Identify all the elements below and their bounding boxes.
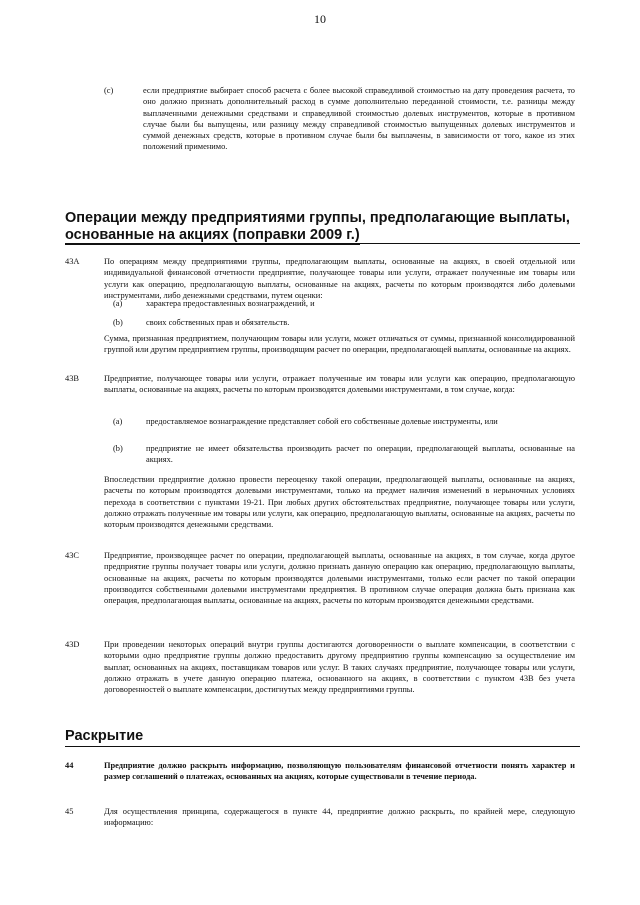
paragraph-44-text: Предприятие должно раскрыть информацию, позволяющую пользователям финансовой отчетности понять характер и размер соглашений о платежах, основанных на акциях, которые существовали в течение периода. bbox=[104, 761, 575, 782]
paragraph-number-43c: 43C bbox=[65, 551, 79, 560]
paragraph-43a-text: По операциям между предприятиями группы, предполагающим выплаты, основанные на акциях, в своей отдельной или индивидуальной финансовой отчетности предприятие, получающее товары или услуги, отражает полученные им товары или услуги как операцию, предполагающую выплаты, основанные на акциях, расчеты по которым производятся либо долевыми инструментами, либо денежными средствами, путем оценки: bbox=[104, 257, 575, 300]
paragraph-43c-text: Предприятие, производящее расчет по операции, предполагающей выплаты, основанные на акциях, в том случае, когда другое предприятие группы получает товары или услуги, должно признать данную операцию как операцию, предполагающую выплаты, основанные на акциях, расчеты по которым производятся долевыми инструментами, только если расчет по такой операции производится собственными долевыми инструментами предприятия. В противном случае операция должна быть признана как операция, предполагающая выплаты, основанные на акциях, расчеты по которым производятся денежными средствами. bbox=[104, 551, 575, 606]
section-heading-group-operations bbox=[65, 210, 575, 245]
section-heading-disclosure: Раскрытие bbox=[65, 728, 580, 747]
paragraph-43b-item-a-text: предоставляемое вознаграждение представляет собой его собственные долевые инструменты, или bbox=[146, 417, 498, 426]
paragraph-43a-tail: Сумма, признанная предприятием, получающим товары или услуги, может отличаться от суммы, признанной консолидированной группой или другим предприятием группы, производящим расчет по операции, предполагающей выплаты, основанные на акциях. bbox=[104, 334, 575, 355]
paragraph-number-45: 45 bbox=[65, 807, 74, 816]
paragraph-43b-item-a-label: (a) bbox=[113, 417, 123, 426]
paragraph-43d-text: При проведении некоторых операций внутри группы достигаются договоренности о выплате компенсации, в соответствии с которыми одно предприятие группы должно предоставить другому предприятию группы компенсацию за осуществление им выплат, основанных на акциях, поставщикам товаров или услуг. В таких случаях предприятие, получающее товары или услуги, должно отражать в учете данную операцию платежа, основанного на акциях, в соответствии с пунктом 43B без учета договоренностей о выплате компенсации, достигнутых между предприятиями группы. bbox=[104, 640, 575, 695]
intro-item-label: (c) bbox=[104, 86, 114, 95]
paragraph-45-text: Для осуществления принципа, содержащегося в пункте 44, предприятие должно раскрыть, по крайней мере, следующую информацию: bbox=[104, 807, 575, 828]
paragraph-43a-item-b-text: своих собственных прав и обязательств. bbox=[146, 318, 290, 327]
paragraph-43b-text: Предприятие, получающее товары или услуги, отражает полученные им товары или услуги как операцию, предполагающую выплаты, основанные на акциях, расчеты по которым производятся долевыми инструментами, в том случае, когда: bbox=[104, 374, 575, 395]
paragraph-number-44: 44 bbox=[65, 761, 74, 770]
paragraph-number-43a: 43A bbox=[65, 257, 80, 266]
paragraph-43a-item-b-label: (b) bbox=[113, 318, 123, 327]
paragraph-43b-tail: Впоследствии предприятие должно провести переоценку такой операции, предполагающей выплаты, основанные на акциях, расчеты по которым производятся долевыми инструментами, только на предмет наличия изменений в нерыночных условиях перехода в соответствии с пунктами 19-21. При любых других обстоятельствах предприятие, получающее товары или услуги, должно отражать полученные им товары или услуги, как операцию, предполагающую выплаты, основанные на акциях, расчеты по которым производятся денежными средствами. bbox=[104, 475, 575, 530]
paragraph-43a-item-a-label: (a) bbox=[113, 299, 123, 308]
paragraph-43b-item-b-label: (b) bbox=[113, 444, 123, 453]
paragraph-number-43b: 43B bbox=[65, 374, 79, 383]
page-number: 10 bbox=[314, 12, 326, 26]
intro-item-text: если предприятие выбирает способ расчета с более высокой справедливой стоимостью на дату проведения расчета, то оно должно признать дополнительный расход в сумме дополнительно переданной стоимости, т.е. разницы между выплаченными денежными средствами и справедливой стоимостью долевых инструментов, которые в противном случае были бы выпущены, или разницу между справедливой стоимостью выпущенных долевых инструментов и суммой денежных средств, которые в противном случае были бы выплачены, в зависимости от того, какое из этих положений применимо. bbox=[143, 86, 575, 152]
paragraph-43b-item-b-text: предприятие не имеет обязательства производить расчет по операции, предполагающей выплаты, основанные на акциях. bbox=[146, 444, 575, 465]
section-heading-line2: основанные на акциях (поправки 2009 г.) bbox=[65, 227, 360, 243]
section-heading-rule bbox=[65, 243, 580, 244]
paragraph-43a-item-a-text: характера предоставленных вознаграждений, и bbox=[146, 299, 315, 308]
paragraph-number-43d: 43D bbox=[65, 640, 80, 649]
section-heading-line1: Операции между предприятиями группы, предполагающие выплаты, bbox=[65, 210, 570, 226]
